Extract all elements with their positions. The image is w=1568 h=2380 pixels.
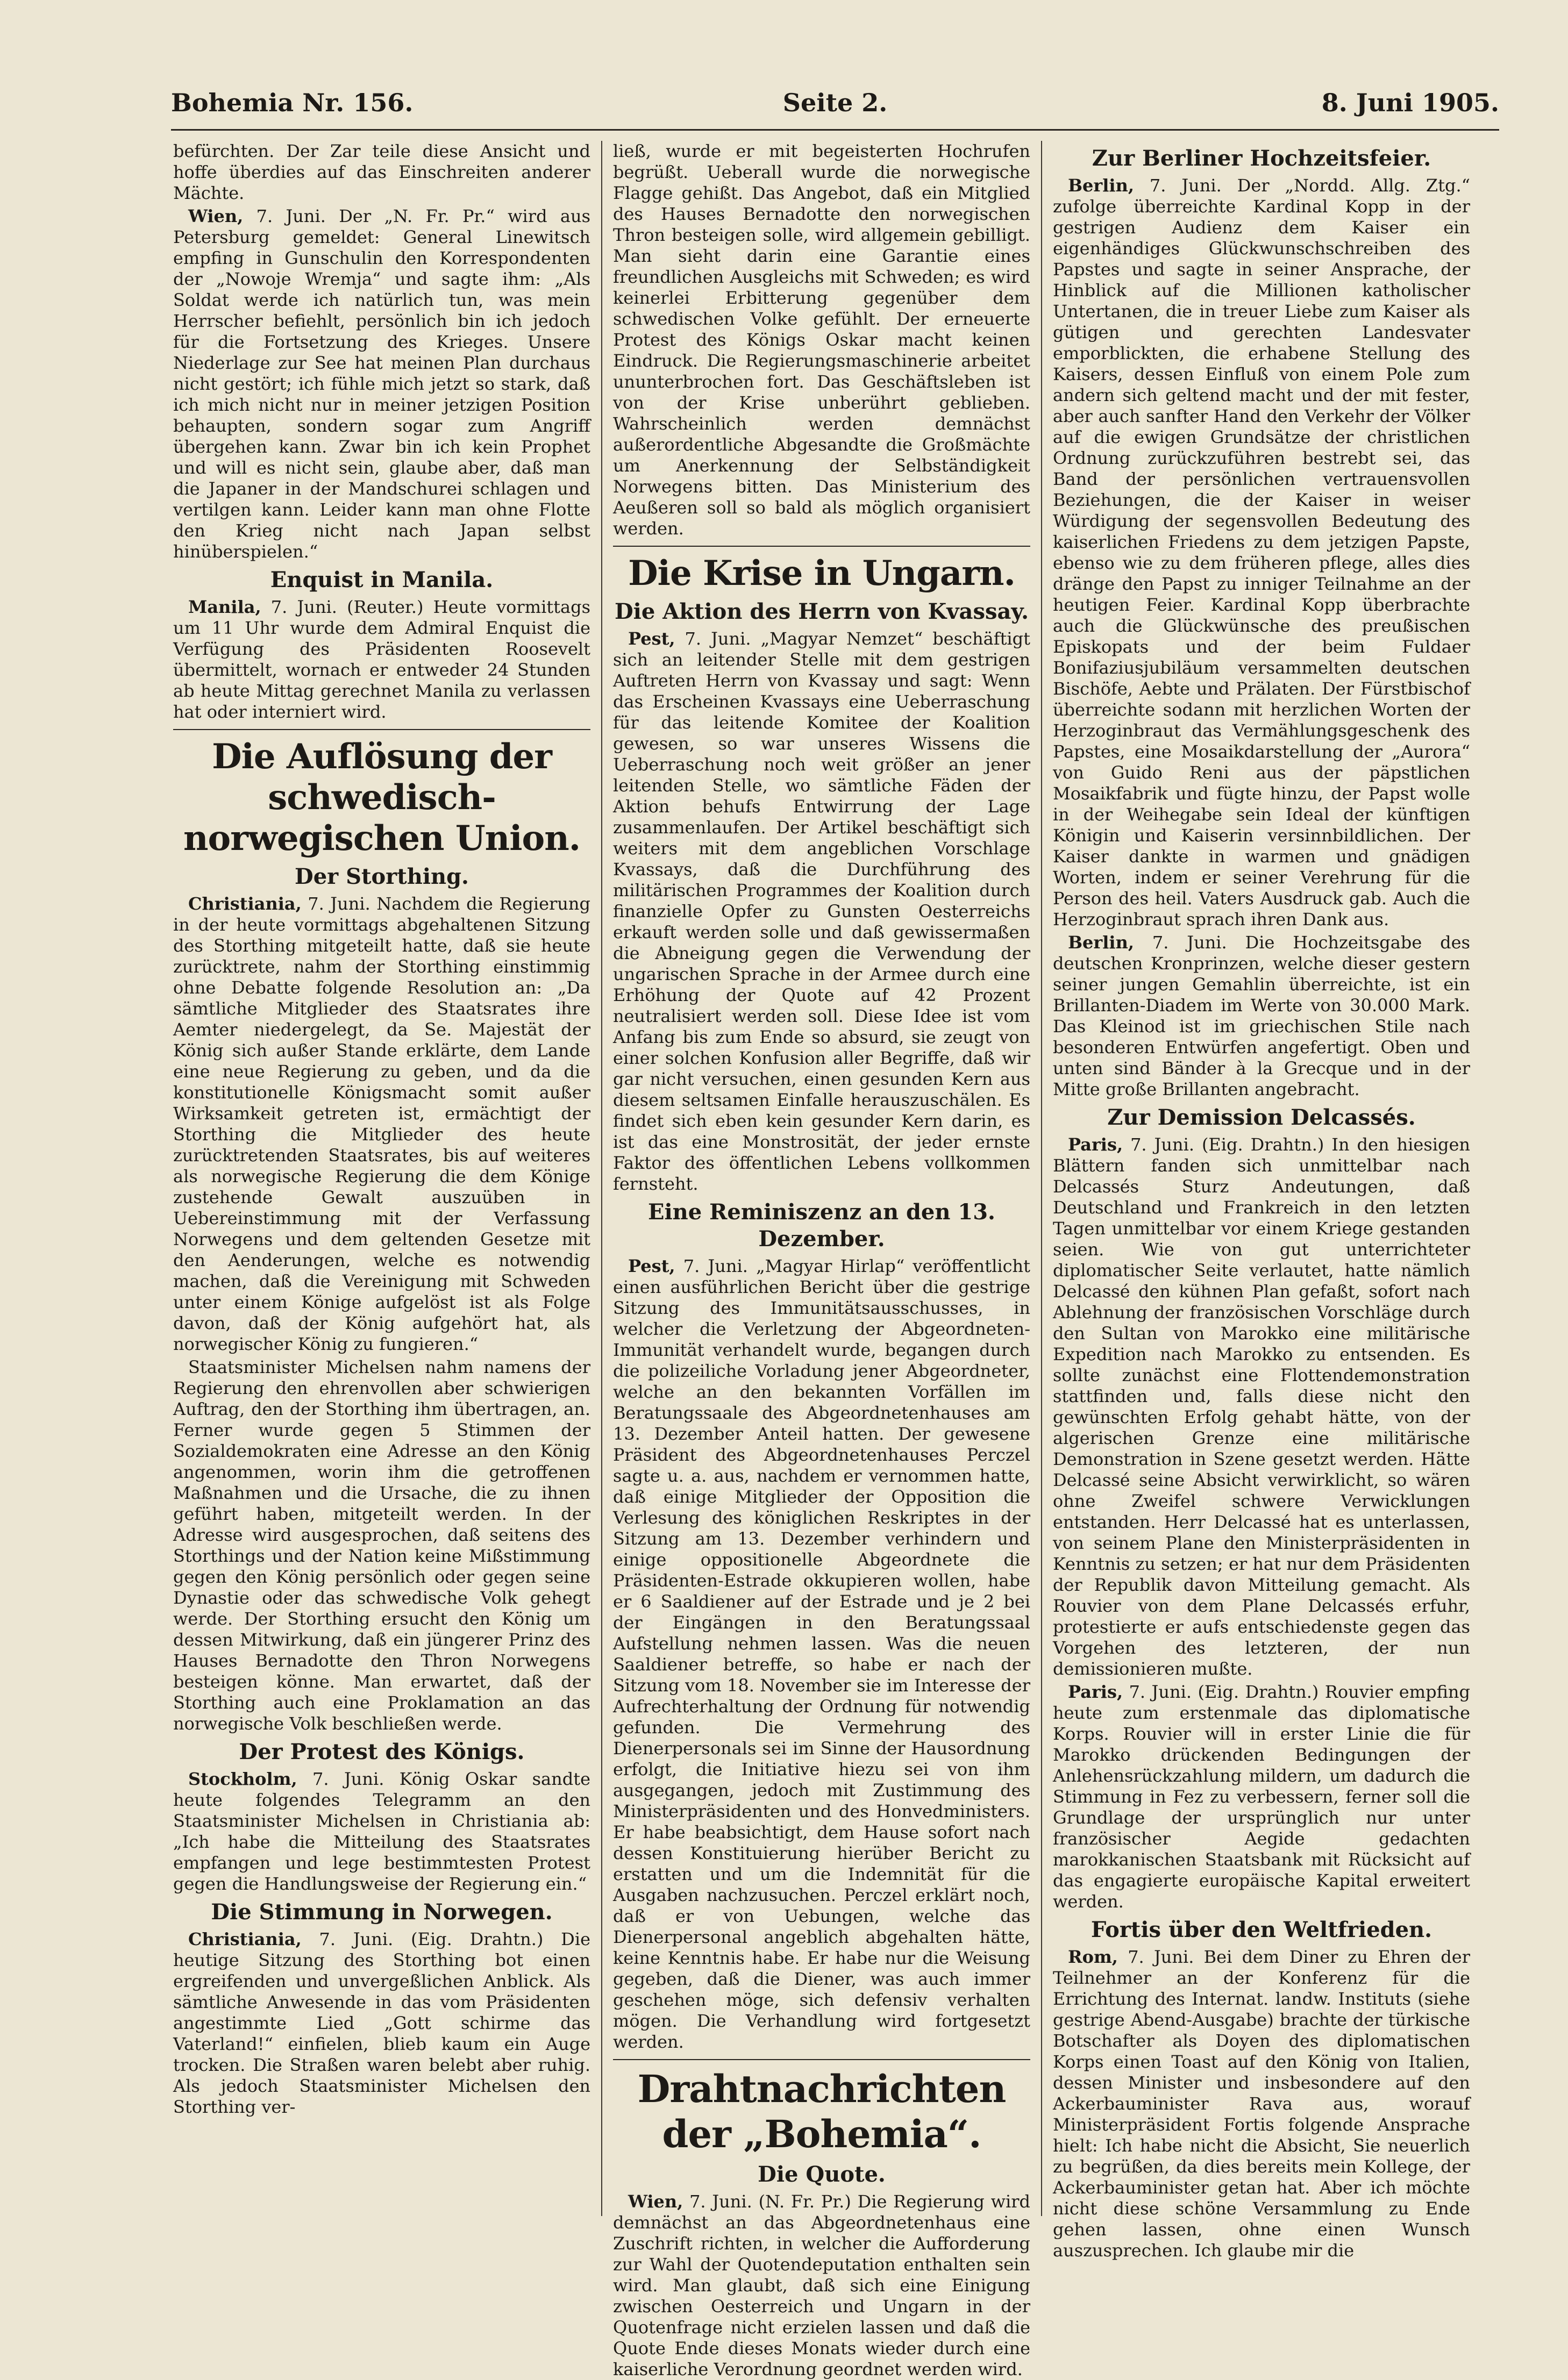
column-2 xyxy=(613,141,1031,2379)
section-heading: Die Stimmung in Norwegen. xyxy=(211,1899,553,1925)
article-paragraph xyxy=(173,1929,590,2118)
dateline-place: Berlin, xyxy=(1068,932,1134,953)
section-heading: Der Protest des Königs. xyxy=(239,1739,525,1764)
article-paragraph xyxy=(173,1769,590,1895)
article-text: 7. Juni. (Reuter.) Heute vormittags um 11 Uhr wurde dem Admiral Enquist die Verfügung des Präsidenten Roosevelt übermittelt, wornach er entweder 24 Stunden ab heute Mittag gerechnet Manila zu verlassen hat oder interniert wird. xyxy=(173,597,591,722)
article-paragraph xyxy=(1053,1947,1470,2261)
section-heading: Der Storthing. xyxy=(295,864,469,889)
section-heading: Fortis über den Weltfrieden. xyxy=(1091,1917,1432,1942)
section-separator xyxy=(613,546,1030,547)
article-paragraph: befürchten. Der Zar teile diese Ansicht und hoffe überdies auf das Einschreiten anderer Mächte. xyxy=(173,141,590,203)
article-text: 7. Juni. Bei dem Diner zu Ehren der Teilnehmer an der Konferenz für die Errichtung des Internat. landw. Instituts (siehe gestrige Abend-Ausgabe) brachte der türkische Botschafter als Doyen des diplomatischen Korps einen Toast auf den König von Italien, dessen Minister und insbesondere auf den Ackerbauminister Rava aus, worauf Ministerpräsident Fortis folgende Ansprache hielt: Ich habe nicht die Absicht, Sie neuerlich zu begrüßen, da dies bereits mein Kollege, der Ackerbauminister getan hat. Aber ich möchte nicht diese schöne Versammlung zu Ende gehen lassen, ohne einen Wunsch auszusprechen. Ich glaube mir die xyxy=(1053,1947,1471,2261)
dateline-place: Manila, xyxy=(188,597,261,617)
article-paragraph: ließ, wurde er mit begeisterten Hochrufen begrüßt. Ueberall wurde die norwegische Flagge gehißt. Das Angebot, daß ein Mitglied des Hauses Bernadotte den norwegischen Thron besteigen solle, wird allgemein gebilligt. Man sieht darin eine Garantie eines freundlichen Ausgleichs mit Schweden; es wird keinerlei Erbitterung gegenüber dem schwedischen Volke gefühlt. Der erneuerte Protest des Königs Oskar macht keinen Eindruck. Die Regierungsmaschinerie arbeitet ununterbrochen fort. Das Geschäftsleben ist von der Krise unberührt geblieben. Wahrscheinlich werden demnächst außerordentliche Abgesandte die Großmächte um Anerkennung der Selbständigkeit Norwegens bitten. Das Ministerium des Aeußeren soll so bald als möglich organisiert werden. xyxy=(613,141,1030,539)
article-text: 7. Juni. (Eig. Drahtn.) In den hiesigen Blättern fanden sich unmittelbar nach Delcassés Sturz Andeutungen, daß Deutschland und Frankreich in den letzten Tagen unmittelbar vor einem Kriege gestanden seien. Wie von gut unterrichteter diplomatischer Seite verlautet, hatte nämlich Delcassé den kühnen Plan gefaßt, sofort nach Ablehnung der französischen Vorschläge durch den Sultan von Marokko eine militärische Expedition nach Marokko zu entsenden. Es sollte zunächst eine Flottendemonstration stattfinden und, falls diese nicht den gewünschten Erfolg gehabt hätte, von der algerischen Grenze eine militärische Demonstration in Szene gesetzt werden. Hätte Delcassé seine Absicht verwirklicht, so wären ohne Zweifel schwere Verwicklungen entstanden. Herr Delcassé hat es unterlassen, von seinem Plane den Ministerpräsidenten in Kenntnis zu setzen; er hat nur dem Präsidenten der Republik davon Mitteilung gemacht. Als Rouvier von dem Plane Delcassés erfuhr, protestierte er aufs entschiedenste gegen das Vorgehen des letzteren, der nun demissionieren mußte. xyxy=(1053,1134,1471,1679)
article-paragraph xyxy=(1053,1134,1470,1679)
masthead-page-number: Seite 2. xyxy=(782,88,888,117)
article-text: 7. Juni. Die Hochzeitsgabe des deutschen Kronprinzen, welche dieser gestern seiner jungen Gemahlin überreichte, ist ein Brillanten-Diadem im Werte von 30.000 Mark. Das Kleinod ist im griechischen Stile nach besonderen Entwürfen angefertigt. Oben und unten sind Bänder à la Grecque und in der Mitte große Brillanten angebracht. xyxy=(1053,932,1471,1099)
section-separator xyxy=(173,729,590,730)
section-heading: Zur Berliner Hochzeitsfeier. xyxy=(1092,146,1431,171)
dateline-place: Wien, xyxy=(188,206,244,226)
masthead-rule xyxy=(171,129,1499,131)
dateline-place: Paris, xyxy=(1068,1682,1123,1702)
dateline-place: Pest, xyxy=(628,628,675,649)
section-separator xyxy=(613,2059,1030,2060)
dateline-place: Paris, xyxy=(1068,1134,1123,1155)
article-paragraph xyxy=(613,2191,1030,2380)
dateline-place: Christiania, xyxy=(188,894,302,914)
headline: Drahtnachrichten der „Bohemia“. xyxy=(637,2067,1006,2156)
dateline-place: Stockholm, xyxy=(188,1769,297,1789)
dateline-place: Christiania, xyxy=(188,1929,302,1949)
column-divider xyxy=(1041,141,1042,2216)
column-3 xyxy=(1053,141,1471,2261)
article-text: 7. Juni. König Oskar sandte heute folgendes Telegramm an den Staatsminister Michelsen in Christiania ab: „Ich habe die Mitteilung des Staatsrates empfangen und lege bestimmtesten Protest gegen die Handlungsweise der Regierung ein.“ xyxy=(173,1769,591,1894)
article-text: 7. Juni. (Eig. Drahtn.) Die heutige Sitzung des Storthing bot einen ergreifenden und unvergeßlichen Anblick. Als sämtliche Anwesende in das vom Präsidenten angestimmte Lied „Gott schirme das Vaterland!“ einfielen, blieb kaum ein Auge trocken. Die Straßen waren belebt aber ruhig. Als jedoch Staatsminister Michelsen den Storthing ver- xyxy=(173,1929,591,2117)
dateline-place: Pest, xyxy=(628,1256,675,1276)
dateline-place: Wien, xyxy=(628,2191,683,2212)
masthead xyxy=(171,88,1499,126)
section-heading: Eine Reminiszenz an den 13. Dezember. xyxy=(648,1199,995,1252)
article-text: 7. Juni. Der „N. Fr. Pr.“ wird aus Petersburg gemeldet: General Linewitsch empfing in Gunschulin den Korrespondenten der „Nowoje Wremja“ und sagte ihm: „Als Soldat werde ich natürlich tun, was mein Herrscher befiehlt, persönlich bin ich jedoch für die Fortsetzung des Krieges. Unsere Niederlage zur See hat meinen Plan durchaus nicht gestört; ich fühle mich jetzt so stark, daß ich mich nicht nur in meiner jetzigen Position behaupten, sondern sogar zum Angriff übergehen kann. Zwar bin ich kein Prophet und will es nicht sein, glaube aber, daß man die Japaner in der Mandschurei schlagen und vertilgen kann. Leider kann man ohne Flotte den Krieg nicht nach Japan selbst hinüberspielen.“ xyxy=(173,206,591,562)
masthead-issue: Bohemia Nr. 156. xyxy=(171,88,414,117)
article-paragraph xyxy=(1053,932,1470,1100)
dateline-place: Rom, xyxy=(1068,1947,1118,1967)
section-heading: Die Quote. xyxy=(758,2162,886,2187)
article-text: 7. Juni. Der „Nordd. Allg. Ztg.“ zufolge überreichte Kardinal Kopp in der gestrigen Audienz dem Kaiser ein eigenhändiges Glückwunschschreiben des Papstes und sagte in seiner Ansprache, der Hinblick auf die Millionen katholischer Untertanen, die in treuer Liebe zum Kaiser als gütigen und gerechten Landesvater emporblickten, die erhabene Stellung des Kaisers, dessen Einfluß von einem Pole zum andern sich geltend macht und der mit fester, aber auch sanfter Hand den Verkehr der Völker auf die ewigen Grundsätze der christlichen Ordnung zurückzuführen bestrebt sei, das Band der persönlichen vertrauensvollen Beziehungen, die der Kaiser in weiser Würdigung der segensvollen Bedeutung des kaiserlichen Friedens zu dem jetzigen Papste, ebenso wie zu dem früheren pflege, alles dies dränge den Papst zu inniger Teilnahme an der heutigen Feier. Kardinal Kopp überbrachte auch die Glückwünsche des preußischen Episkopats und der beim Fuldaer Bonifaziusjubiläum versammelten deutschen Bischöfe, Aebte und Prälaten. Der Fürstbischof überreichte sodann mit herzlichen Worten der Herzoginbraut das Vermählungsgeschenk des Papstes, eine Mosaikdarstellung der „Aurora“ von Guido Reni aus der päpstlichen Mosaikfabrik und fügte hinzu, der Papst wolle in der Weihegabe sein Ideal der künftigen Königin und Kaiserin versinnbildlichen. Der Kaiser dankte in warmen und gnädigen Worten, indem er seiner Verehrung für die Person des heil. Vaters Ausdruck gab. Auch die Herzoginbraut sprach ihren Dank aus. xyxy=(1053,175,1471,930)
article-paragraph xyxy=(173,206,590,562)
article-paragraph: Staatsminister Michelsen nahm namens der Regierung den ehrenvollen aber schwierigen Auftrag, den der Storthing ihm übertragen, an. Ferner wurde gegen 5 Stimmen der Sozialdemokraten eine Adresse an den König angenommen, worin ihm die getroffenen Maßnahmen und die Ursache, die zu ihnen geführt haben, mitgeteilt werden. In der Adresse wird ausgesprochen, daß seitens des Storthings und der Nation keine Mißstimmung gegen den König persönlich oder gegen seine Dynastie oder das schwedische Volk gehegt werde. Der Storthing ersucht den König um dessen Mitwirkung, daß ein jüngerer Prinz des Hauses Bernadotte den Thron Norwegens besteigen könne. Man erwartet, daß der Storthing auch eine Proklamation an das norwegische Volk beschließen werde. xyxy=(173,1357,590,1734)
article-text: 7. Juni. Nachdem die Regierung in der heute vormittags abgehaltenen Sitzung des Storthing mitgeteilt hatte, daß sie heute zurücktrete, nahm der Storthing einstimmig ohne Debatte folgende Resolution an: „Da sämtliche Mitglieder des Staatsrates ihre Aemter niedergelegt, da Se. Majestät der König sich außer Stande erklärte, dem Lande eine neue Regierung zu geben, und da die konstitutionelle Königsmacht somit außer Wirksamkeit getreten ist, ermächtigt der Storthing die Mitglieder des heute zurücktretenden Staatsrates, bis auf weiteres als norwegische Regierung die dem Könige zustehende Gewalt auszuüben in Uebereinstimmung mit der Verfassung Norwegens und dem geltenden Gesetze mit den Aenderungen, welche es notwendig machen, daß die Vereinigung mit Schweden unter einem Könige aufgelöst ist als Folge davon, daß der König aufgehört hat, als norwegischer König zu fungieren.“ xyxy=(173,894,591,1354)
section-heading: Enquist in Manila. xyxy=(270,567,494,592)
headline: Die Krise in Ungarn. xyxy=(628,553,1015,594)
section-heading: Zur Demission Delcassés. xyxy=(1107,1105,1416,1130)
article-paragraph xyxy=(1053,1682,1470,1912)
column-divider xyxy=(601,141,602,2216)
article-paragraph xyxy=(173,894,590,1355)
article-paragraph xyxy=(1053,175,1470,930)
headline: Die Auflösung der schwedisch-norwegischen Union. xyxy=(183,737,581,859)
article-text: 7. Juni. (N. Fr. Pr.) Die Regierung wird demnächst an das Abgeordnetenhaus eine Zuschrift richten, in welcher die Aufforderung zur Wahl der Quotendeputation enthalten sein wird. Man glaubt, daß sich eine Einigung zwischen Oesterreich und Ungarn in der Quotenfrage nicht erzielen lassen und daß die Quote Ende dieses Monats wieder durch eine kaiserliche Verordnung geordnet werden wird. xyxy=(613,2191,1031,2379)
masthead-date: 8. Juni 1905. xyxy=(1321,88,1499,117)
article-paragraph xyxy=(613,1256,1030,2053)
dateline-place: Berlin, xyxy=(1068,175,1134,196)
article-paragraph xyxy=(173,597,590,723)
article-text: 7. Juni. „Magyar Nemzet“ beschäftigt sich an leitender Stelle mit dem gestrigen Auftreten Herrn von Kvassay und sagt: Wenn das Erscheinen Kvassays eine Ueberraschung für das leitende Komitee der Koalition gewesen, so war unseres Wissens die Ueberraschung noch weit größer an jener leitenden Stelle, wo sämtliche Fäden der Aktion behufs Entwirrung der Lage zusammenlaufen. Der Artikel beschäftigt sich weiters mit dem angeblichen Vorschlage Kvassays, daß die Durchführung des militärischen Programmes der Koalition durch finanzielle Opfer zu Gunsten Oesterreichs erkauft werden solle und daß gewissermaßen die Abneigung gegen die Verwendung der ungarischen Sprache in der Armee durch eine Erhöhung der Quote auf 42 Prozent neutralisiert werden soll. Diese Idee ist vom Anfang bis zum Ende so absurd, sie zeugt von einer solchen Konfusion aller Begriffe, daß wir gar nicht versuchen, einen gesunden Kern aus diesem seltsamen Einfalle herauszuschälen. Es findet sich eben kein gesunder Kern darin, es ist das eine Monstrosität, der jeder ernste Faktor des öffentlichen Lebens vollkommen fernsteht. xyxy=(613,628,1031,1194)
column-1 xyxy=(173,141,590,2221)
article-text: 7. Juni. „Magyar Hirlap“ veröffentlicht einen ausführlichen Bericht über die gestrige Sitzung des Immunitätsausschusses, in welcher die Verletzung der Abgeordneten-Immunität verhandelt wurde, begangen durch die polizeiliche Vorladung jener Abgeordneter, welche an den bekannten Vorfällen im Beratungssaale des Abgeordnetenhauses am 13. Dezember Anteil hatten. Der gewesene Präsident des Abgeordnetenhauses Perczel sagte u. a. aus, nachdem er vernommen hatte, daß einige Mitglieder der Opposition die Verlesung des königlichen Reskriptes in der Sitzung am 13. Dezember verhindern und einige oppositionelle Abgeordnete die Präsidenten-Estrade okkupieren wollen, habe er 6 Saaldiener auf der Estrade und je 2 bei der Eingängen in den Beratungssaal Aufstellung nehmen lassen. Was die neuen Saaldiener betreffe, so habe er nach der Sitzung vom 18. November sie im Interesse der Aufrechterhaltung der Ordnung für notwendig gefunden. Die Vermehrung des Dienerpersonals sei im Sinne der Hausordnung erfolgt, die Initiative hiezu sei von ihm ausgegangen, jedoch mit Zustimmung des Ministerpräsidenten und des Honvedministers. Er habe beabsichtigt, dem Hause sofort nach dessen Konstituierung hierüber Bericht zu erstatten und um die Indemnität für die Ausgaben nachzusuchen. Perczel erklärt noch, daß er von Uebungen, welche das Dienerpersonal angeblich abgehalten hätte, keine Kenntnis habe. Er habe nur die Weisung gegeben, daß die Diener, was auch immer geschehen möge, sich defensiv verhalten mögen. Die Verhandlung wird fortgesetzt werden. xyxy=(613,1256,1031,2052)
article-paragraph xyxy=(613,628,1030,1195)
article-text: 7. Juni. (Eig. Drahtn.) Rouvier empfing heute zum erstenmale das diplomatische Korps. Rouvier will in erster Linie die für Marokko drückenden Bedingungen der Anlehensrückzahlung mildern, um dadurch die Stimmung in Fez zu verbessern, ferner soll die Grundlage der ursprünglich nur unter französischer Aegide gedachten marokkanischen Staatsbank mit Rücksicht auf das engagierte europäische Kapital erweitert werden. xyxy=(1053,1682,1471,1912)
section-heading: Die Aktion des Herrn von Kvassay. xyxy=(614,599,1029,624)
